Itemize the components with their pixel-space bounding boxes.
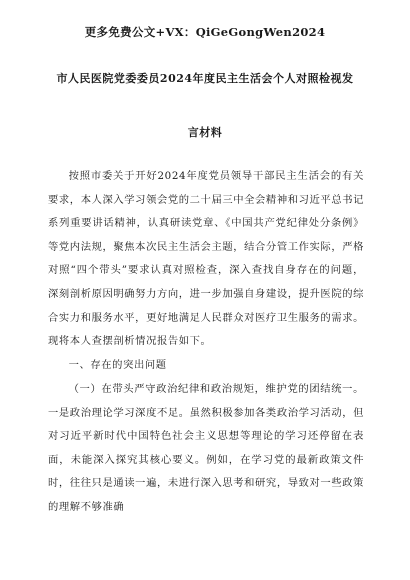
document-title-line2: 言材料 <box>187 126 223 139</box>
section-heading: 一、存在的突出问题 <box>68 359 167 371</box>
intro-paragraph: 按照市委关于开好2024年度党员领导干部民主生活会的有关要求，本人深入学习领会党的二十届三中全会精神和习近平总书记系列重要讲话精神，认真研读党章、《中国共产党纪律处分条例》等党内法规，聚焦本次民主生活会主题，结合分管工作实际，严格对照“四个带头”要求认真对照检查，深入查找自身存在的问题，深刻剖析原因明确努力方向，进一步加强自身建设，提升医院的综合实力和服务水平，更好地满足人民群众对医疗卫生服务的需求。现将本人查摆剖析情况报告如下。 <box>48 170 365 348</box>
document-title-line1: 市人民医院党委委员2024年度民主生活会个人对照检视发 <box>56 72 354 85</box>
body-paragraph: （一）在带头严守政治纪律和政治规矩，维护党的团结统一。一是政治理论学习深度不足。虽然积极参加各类政治学习活动，但对习近平新时代中国特色社会主义思想等理论的学习还停留在表面，未能深入探究其核心要义。例如，在学习党的最新政策文件时，往往只是通读一遍，未进行深入思考和研究，导致对一些政策的理解不够准确 <box>48 383 365 513</box>
promo-header: 更多免费公文+VX：QiGeGongWen2024 <box>84 25 326 39</box>
